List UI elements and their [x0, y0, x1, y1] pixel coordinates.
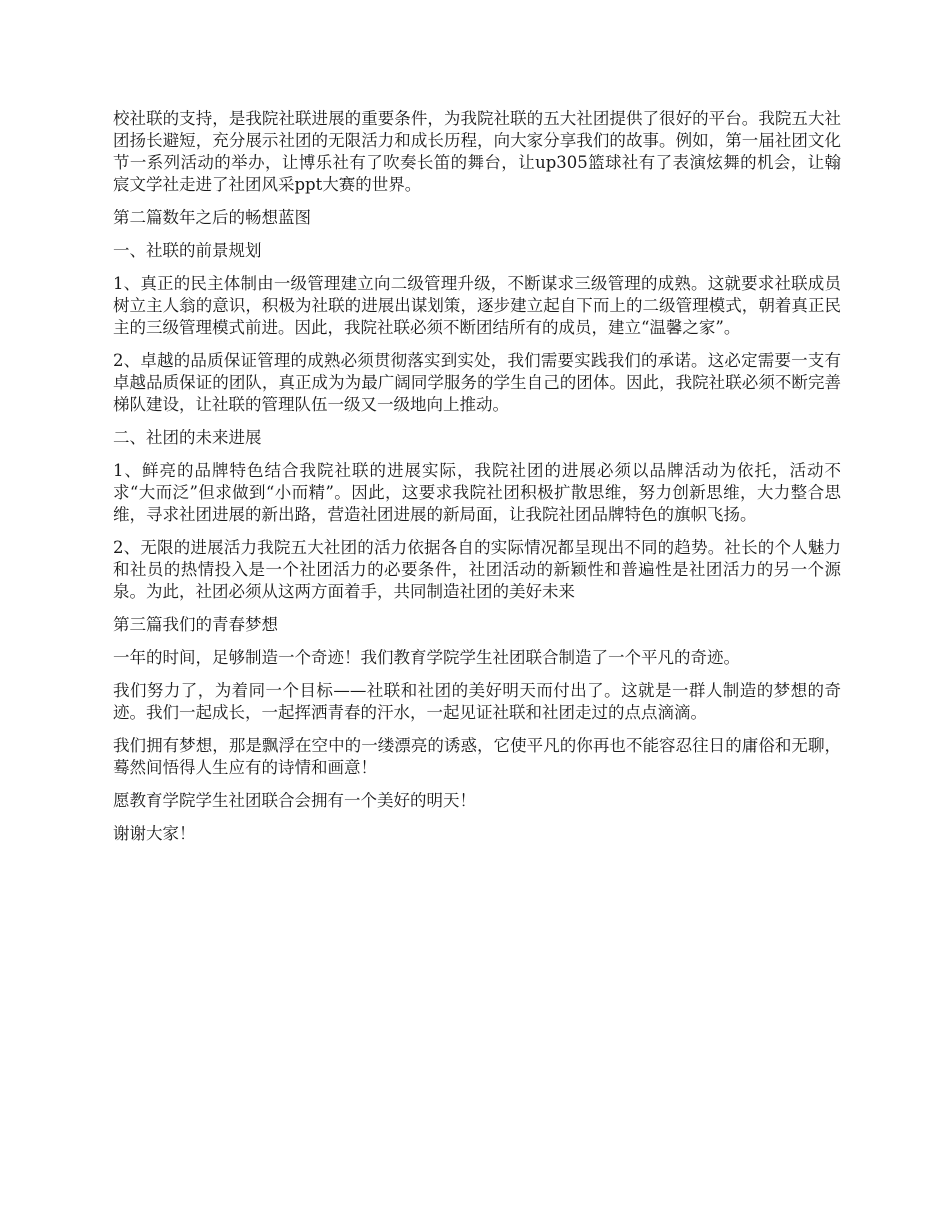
section-heading-part-three: 第三篇我们的青春梦想 — [113, 615, 278, 634]
subheading-future-planning: 一、社联的前景规划 — [113, 241, 262, 260]
document-body — [113, 108, 841, 856]
paragraph-democratic-system: 1、真正的民主体制由一级管理建立向二级管理升级，不断谋求三级管理的成熟。这就要求社联成员树立主人翁的意识，积极为社联的进展出谋划策，逐步建立起自下而上的二级管理模式，朝着真正民主的三级管理模式前进。因此，我院社联必须不断团结所有的成员，建立“温馨之家”。 — [113, 274, 841, 337]
subheading-club-development: 二、社团的未来进展 — [113, 428, 262, 447]
paragraph-wish: 愿教育学院学生社团联合会拥有一个美好的明天！ — [113, 791, 476, 810]
paragraph-brand-features: 1、鲜亮的品牌特色结合我院社联的进展实际，我院社团的进展必须以品牌活动为依托，活动不求“大而泛”但求做到“小而精”。因此，这要求我院社团积极扩散思维，努力创新思维，大力整合思维，寻求社团进展的新出路，营造社团进展的新局面，让我院社团品牌特色的旗帜飞扬。 — [113, 461, 841, 524]
paragraph-common-goal: 我们努力了，为着同一个目标——社联和社团的美好明天而付出了。这就是一群人制造的梦想的奇迹。我们一起成长，一起挥洒青春的汗水，一起见证社联和社团走过的点点滴滴。 — [113, 681, 841, 722]
section-heading-part-two: 第二篇数年之后的畅想蓝图 — [113, 208, 311, 227]
paragraph-intro-support: 校社联的支持，是我院社联进展的重要条件，为我院社联的五大社团提供了很好的平台。我院五大社团扬长避短，充分展示社团的无限活力和成长历程，向大家分享我们的故事。例如，第一届社团文化节一系列活动的举办，让博乐社有了吹奏长笛的舞台，让up305篮球社有了表演炫舞的机会，让翰宸文学社走进了社团风采ppt大赛的世界。 — [113, 109, 841, 194]
paragraph-dreams: 我们拥有梦想，那是飘浮在空中的一缕漂亮的诱惑，它使平凡的你再也不能容忍往日的庸俗和无聊，蓦然间悟得人生应有的诗情和画意！ — [113, 736, 841, 777]
paragraph-unlimited-vitality: 2、无限的进展活力我院五大社团的活力依据各自的实际情况都呈现出不同的趋势。社长的个人魅力和社员的热情投入是一个社团活力的必要条件，社团活动的新颖性和普遍性是社团活力的另一个源泉。为此，社团必须从这两方面着手，共同制造社团的美好未来 — [113, 538, 841, 601]
paragraph-quality-management: 2、卓越的品质保证管理的成熟必须贯彻落实到实处，我们需要实践我们的承诺。这必定需要一支有卓越品质保证的团队，真正成为为最广阔同学服务的学生自己的团体。因此，我院社联必须不断完善梯队建设，让社联的管理队伍一级又一级地向上推动。 — [113, 351, 841, 414]
paragraph-thanks: 谢谢大家！ — [113, 824, 196, 843]
paragraph-one-year-miracle: 一年的时间，足够制造一个奇迹！我们教育学院学生社团联合制造了一个平凡的奇迹。 — [113, 648, 740, 667]
